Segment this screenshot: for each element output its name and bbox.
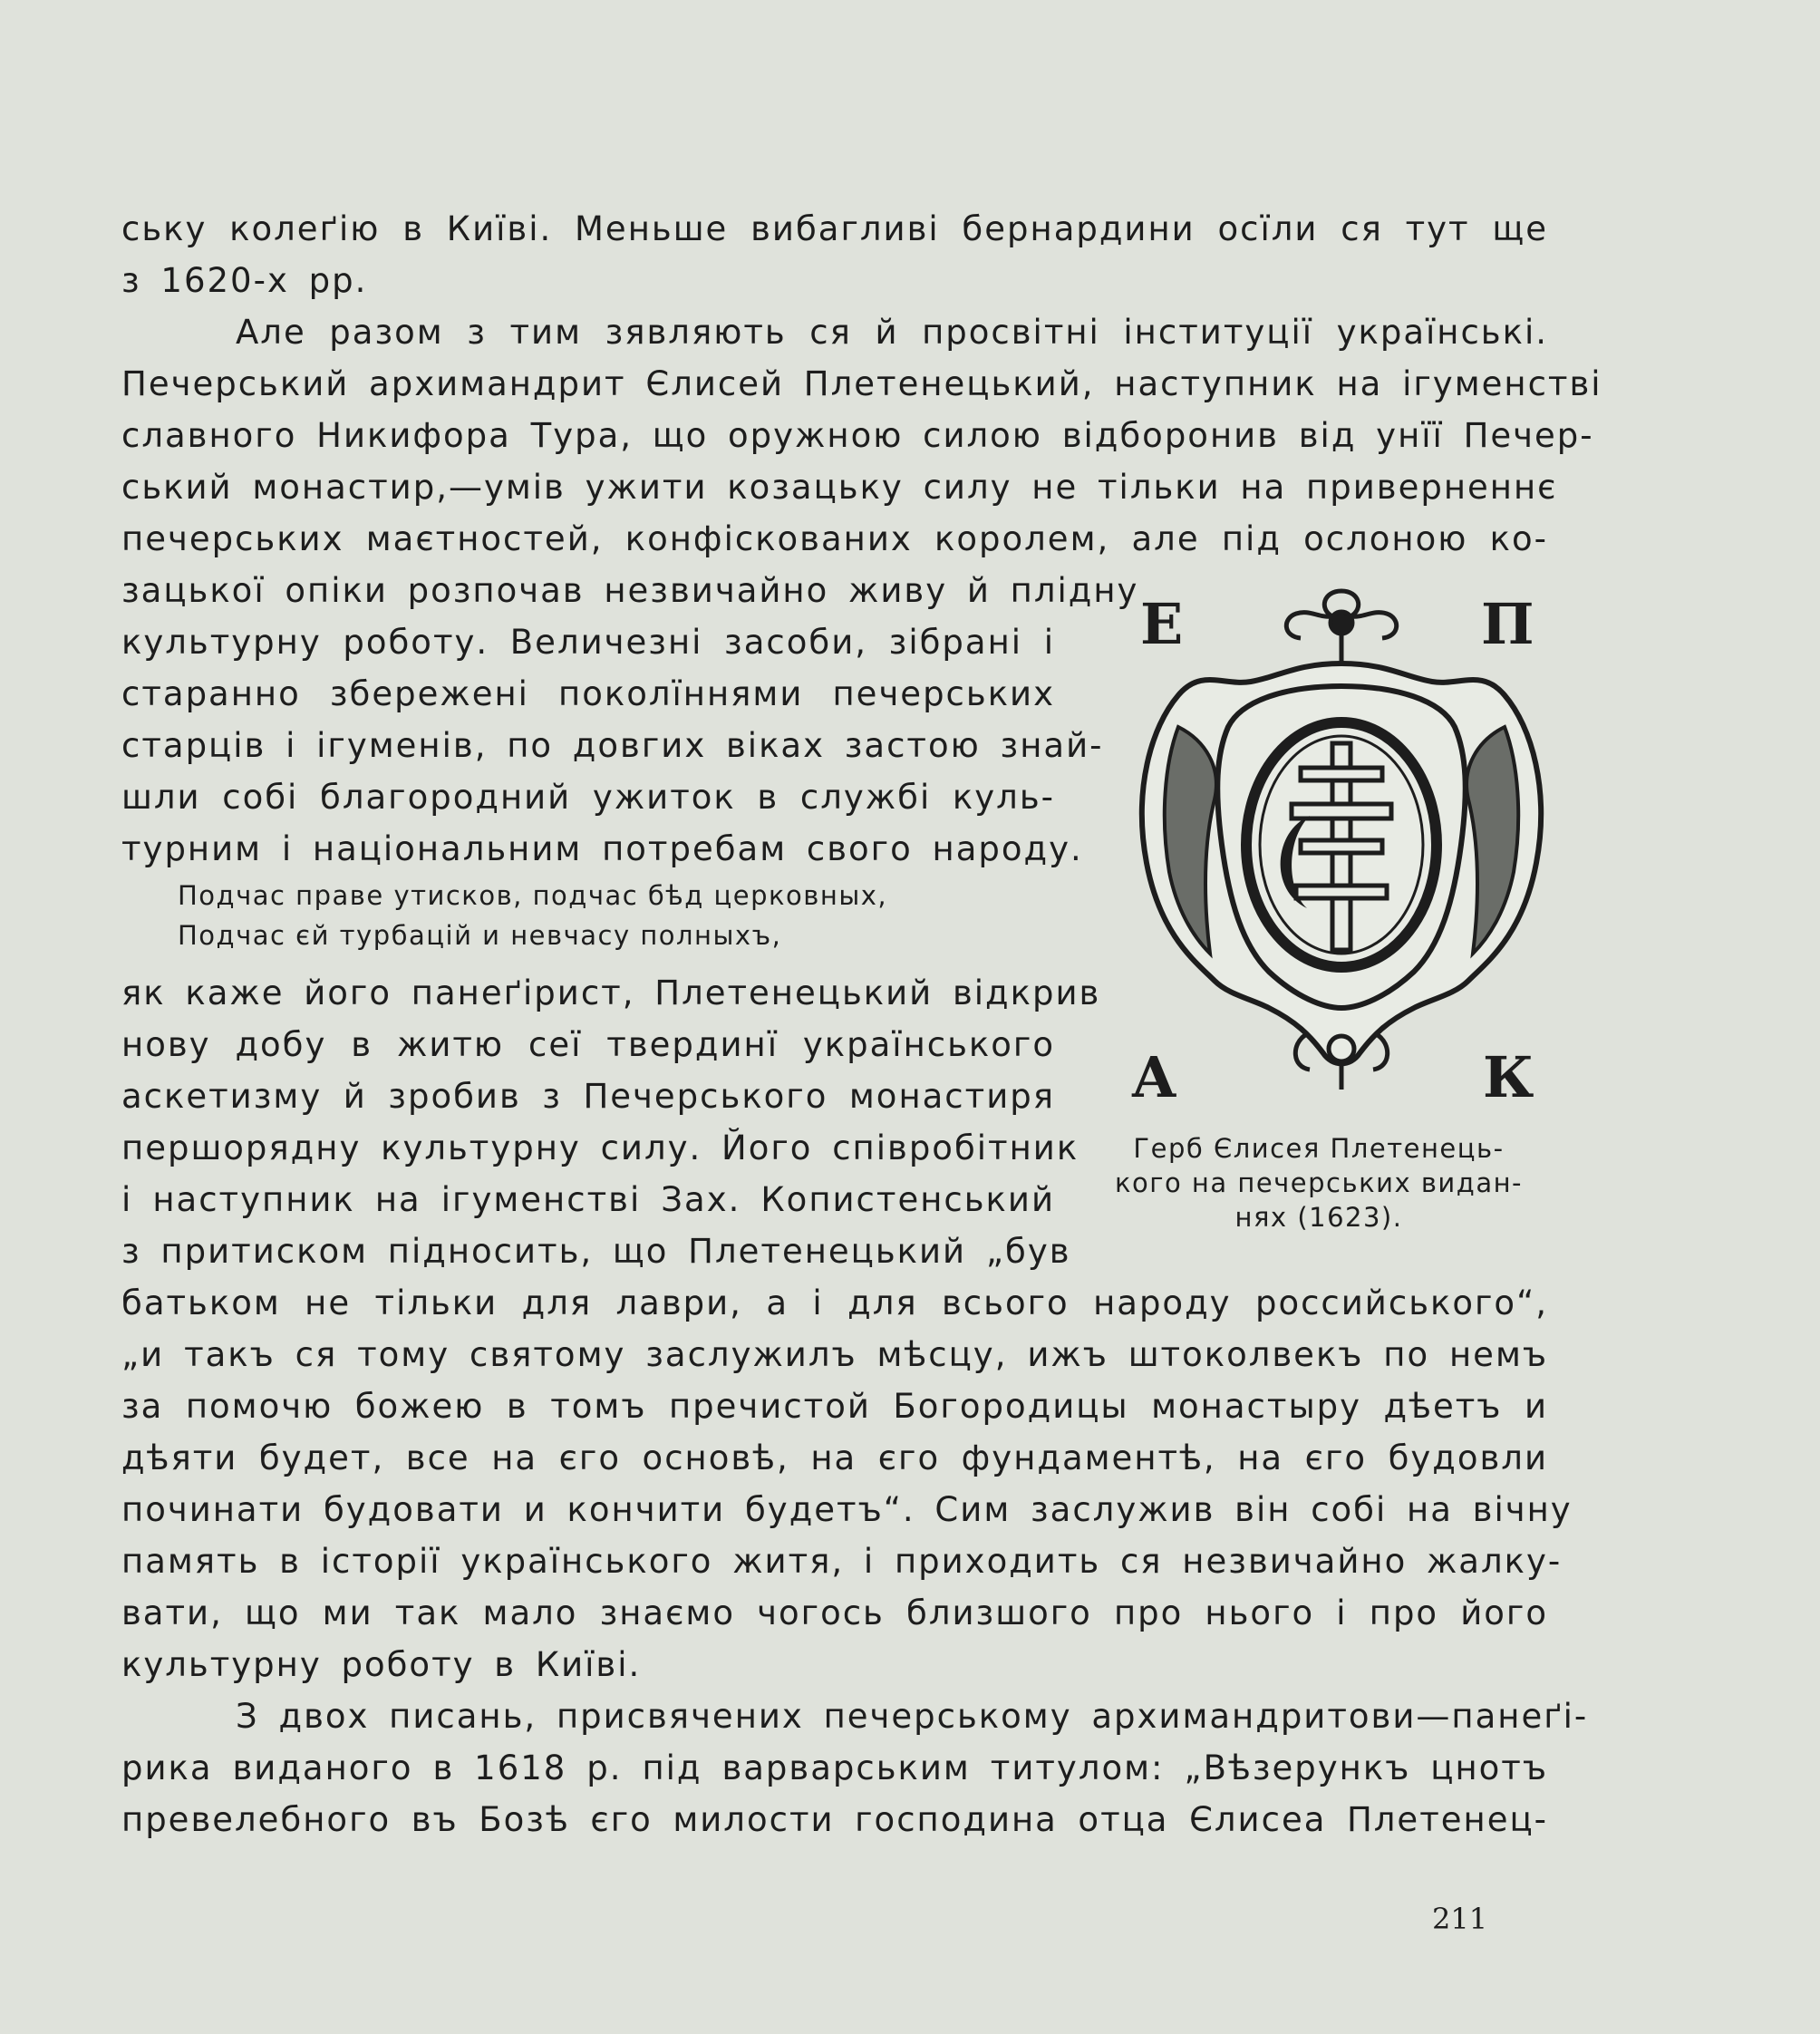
fleuron-top-ornament bbox=[1286, 591, 1396, 663]
paragraph-3-narrow-line-3: аскетизму й зробив з Печерського монастиря bbox=[121, 1077, 1055, 1116]
coat-of-arms-emblem bbox=[1115, 582, 1568, 1117]
paragraph-2-narrow-line-1: зацької опіки розпочав незвичайно живу й плідну bbox=[121, 571, 1139, 610]
paragraph-2-narrow-line-5: шли собі благородний ужиток в службі куль- bbox=[121, 778, 1055, 817]
paragraph-2-narrow-line-3: старанно збережені поколїннями печерських bbox=[121, 674, 1055, 713]
paragraph-4-line-2: рика виданого в 1618 р. під варварським титулом: „Вѣзерункъ цнотъ bbox=[121, 1748, 1548, 1787]
paragraph-3-narrow-line-2: нову добу в житю сеї твердинї українського bbox=[121, 1025, 1055, 1064]
paragraph-3-narrow-line-4: першорядну культурну силу. Його співробітник bbox=[121, 1128, 1079, 1167]
paragraph-2-line-1: Але разом з тим зявляють ся й просвітні інституції українські. bbox=[236, 313, 1548, 352]
paragraph-2-line-4: ський монастир,—умів ужити козацьку силу не тільки на приверненнє bbox=[121, 468, 1558, 507]
paragraph-2-narrow-line-6: турним і національним потребам свого народу. bbox=[121, 829, 1083, 868]
paragraph-3-line-7: вати, що ми так мало знаємо чогось близшого про нього і про його bbox=[121, 1593, 1548, 1632]
paragraph-3-line-5: починати будовати и кончити будетъ“. Сим заслужив він собі на вічну bbox=[121, 1490, 1573, 1529]
paragraph-3-line-8: культурну роботу в Київі. bbox=[121, 1645, 642, 1684]
bottom-scroll-ornament bbox=[1295, 1035, 1387, 1090]
paragraph-2-narrow-line-4: старців і ігуменів, по довгих віках застою знай- bbox=[121, 726, 1104, 765]
paragraph-3-line-4: дѣяти будет, все на єго основѣ, на єго фундаментѣ, на єго будовли bbox=[121, 1438, 1548, 1477]
paragraph-3-narrow-line-5: і наступник на ігуменстві Зах. Копистенський bbox=[121, 1180, 1055, 1219]
emblem-letter-k: К bbox=[1483, 1044, 1534, 1110]
paragraph-3-line-1: батьком не тільки для лаври, а і для всього народу российського“, bbox=[121, 1283, 1548, 1322]
paragraph-4-line-1: З двох писань, присвячених печерському архимандритови—панеґі- bbox=[236, 1697, 1589, 1736]
paragraph-2-narrow-line-2: культурну роботу. Величезні засоби, зібрані і bbox=[121, 623, 1055, 662]
caption-line-3: нях (1623). bbox=[1234, 1202, 1403, 1233]
paragraph-2-line-2: Печерський архимандрит Єлисей Плетенецький, наступник на ігуменстві bbox=[121, 364, 1602, 403]
paragraph-3-line-3: за помочю божею в томъ пречистой Богородицы монастыру дѣетъ и bbox=[121, 1387, 1548, 1426]
paragraph-1-line-1: ську колеґію в Київі. Меньше вибагливі бернардини осїли ся тут ще bbox=[121, 209, 1548, 248]
emblem-caption bbox=[1088, 1131, 1550, 1235]
page-number: 211 bbox=[1432, 1902, 1488, 1936]
emblem-letter-a: А bbox=[1131, 1044, 1177, 1110]
caption-line-2: кого на печерських видан- bbox=[1114, 1167, 1524, 1198]
verse-line-1: Подчас праве утисков, подчас бѣд церковных, bbox=[178, 880, 888, 911]
paragraph-3-narrow-line-6: з притиском підносить, що Плетенецький „був bbox=[121, 1232, 1071, 1271]
paragraph-4-line-3: превелебного въ Бозѣ єго милости господина отца Єлисеа Плетенец- bbox=[121, 1800, 1548, 1839]
paragraph-3-narrow-line-1: як каже його панеґірист, Плетенецький відкрив bbox=[121, 973, 1101, 1012]
paragraph-1-line-2: з 1620-х рр. bbox=[121, 261, 368, 300]
paragraph-3-line-2: „и такъ ся тому святому заслужилъ мѣсцу, ижъ штоколвекъ по немъ bbox=[121, 1335, 1548, 1374]
emblem-letter-p: П bbox=[1481, 591, 1534, 657]
emblem-letter-e: Е bbox=[1140, 591, 1184, 657]
paragraph-3-line-6: память в історії українського житя, і приходить ся незвичайно жалку- bbox=[121, 1542, 1563, 1581]
paragraph-2-line-3: славного Никифора Тура, що оружною силою відборонив від унїї Печер- bbox=[121, 416, 1594, 455]
verse-line-2: Подчас єй турбацій и невчасу полныхъ, bbox=[178, 920, 782, 951]
paragraph-2-line-5: печерських маєтностей, конфіскованих королем, але під ослоною ко- bbox=[121, 519, 1548, 558]
caption-line-1: Герб Єлисея Плетенець- bbox=[1133, 1133, 1505, 1164]
